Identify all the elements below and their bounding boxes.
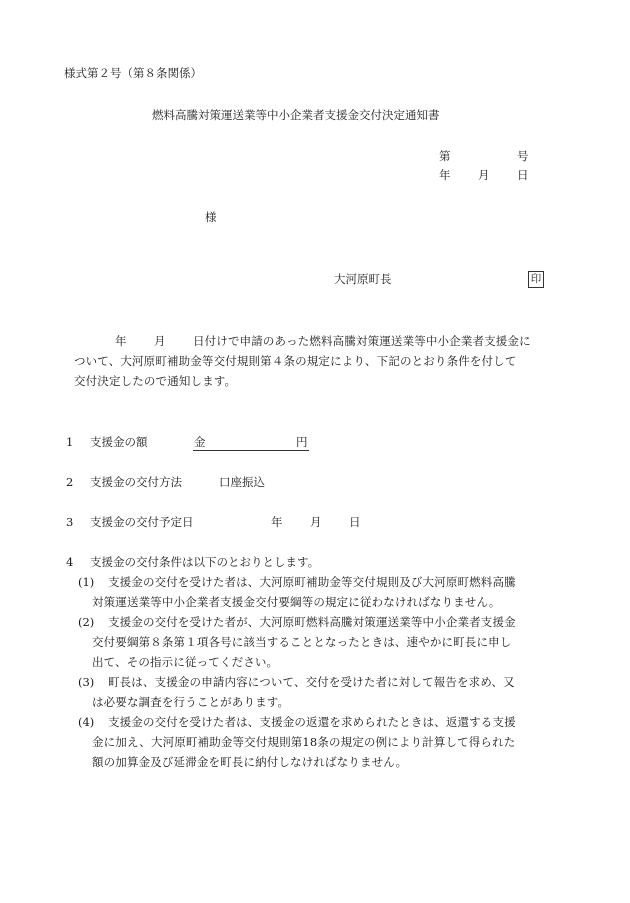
condition-2-number: (2) [78, 615, 95, 629]
body-line-1: 日付けで申請のあった燃料高騰対策運送業等中小企業者支援金に [193, 334, 531, 348]
amount-unit: 円 [296, 435, 308, 449]
body-line-3: 交付決定したので通知します。 [74, 374, 237, 388]
condition-4-line-1: 支援金の交付を受けた者は、支援金の返還を求められたときは、返還する支援 [108, 715, 516, 729]
body-year: 年 [115, 334, 127, 348]
item-2-number: 2 [66, 475, 74, 489]
item-2-value: 口座振込 [219, 475, 265, 489]
condition-2-line-1: 支援金の交付を受けた者が、大河原町燃料高騰対策運送業等中小企業者支援金 [108, 615, 516, 629]
condition-1-number: (1) [78, 575, 95, 589]
condition-2-line-3: 出て、その指示に従ってください。 [92, 655, 279, 669]
item-4-label: 支援金の交付条件は以下のとおりとします。 [90, 555, 320, 569]
date-day: 日 [517, 168, 529, 182]
body-month: 月 [154, 334, 166, 348]
condition-4-line-2: 金に加え、大河原町補助金等交付規則第18条の規定の例により計算して得られた [92, 735, 516, 749]
item-3-number: 3 [66, 515, 74, 529]
date-month: 月 [478, 168, 490, 182]
condition-1-line-1: 支援金の交付を受けた者は、大河原町補助金等交付規則及び大河原町燃料高騰 [108, 575, 516, 589]
form-number: 様式第２号（第８条関係） [64, 66, 202, 80]
item-3-month: 月 [310, 515, 322, 529]
issuer-name: 大河原町長 [334, 272, 392, 286]
body-line-2: ついて、大河原町補助金等交付規則第４条の規定により、下記のとおり条件を付して [74, 354, 517, 368]
condition-3-line-1: 町長は、支援金の申請内容について、交付を受けた者に対して報告を求め、又 [108, 675, 515, 689]
condition-2-line-2: 交付要綱第８条第１項各号に該当することとなったときは、速やかに町長に申し [92, 635, 512, 649]
date-year: 年 [439, 168, 451, 182]
doc-no-prefix: 第 [439, 149, 451, 163]
item-3-label: 支援金の交付予定日 [90, 515, 194, 529]
item-1-label: 支援金の額 [90, 435, 148, 449]
doc-no-suffix: 号 [517, 149, 529, 163]
seal-box: 印 [528, 271, 544, 288]
condition-3-number: (3) [78, 675, 95, 689]
item-3-year: 年 [271, 515, 283, 529]
amount-prefix: 金 [194, 435, 206, 449]
amount-underline [193, 450, 309, 451]
addressee-suffix: 様 [205, 210, 217, 224]
condition-4-line-3: 額の加算金及び延滞金を町長に納付しなければなりません。 [92, 755, 408, 769]
item-4-number: 4 [66, 555, 74, 569]
condition-1-line-2: 対策運送業等中小企業者支援金交付要綱等の規定に従わなければなりません。 [92, 595, 501, 609]
document-title: 燃料高騰対策運送業等中小企業者支援金交付決定通知書 [152, 108, 440, 122]
condition-3-line-2: は必要な調査を行うことがあります。 [92, 695, 290, 709]
item-3-day: 日 [349, 515, 361, 529]
item-1-number: 1 [66, 435, 74, 449]
item-2-label: 支援金の交付方法 [90, 475, 182, 489]
condition-4-number: (4) [78, 715, 95, 729]
